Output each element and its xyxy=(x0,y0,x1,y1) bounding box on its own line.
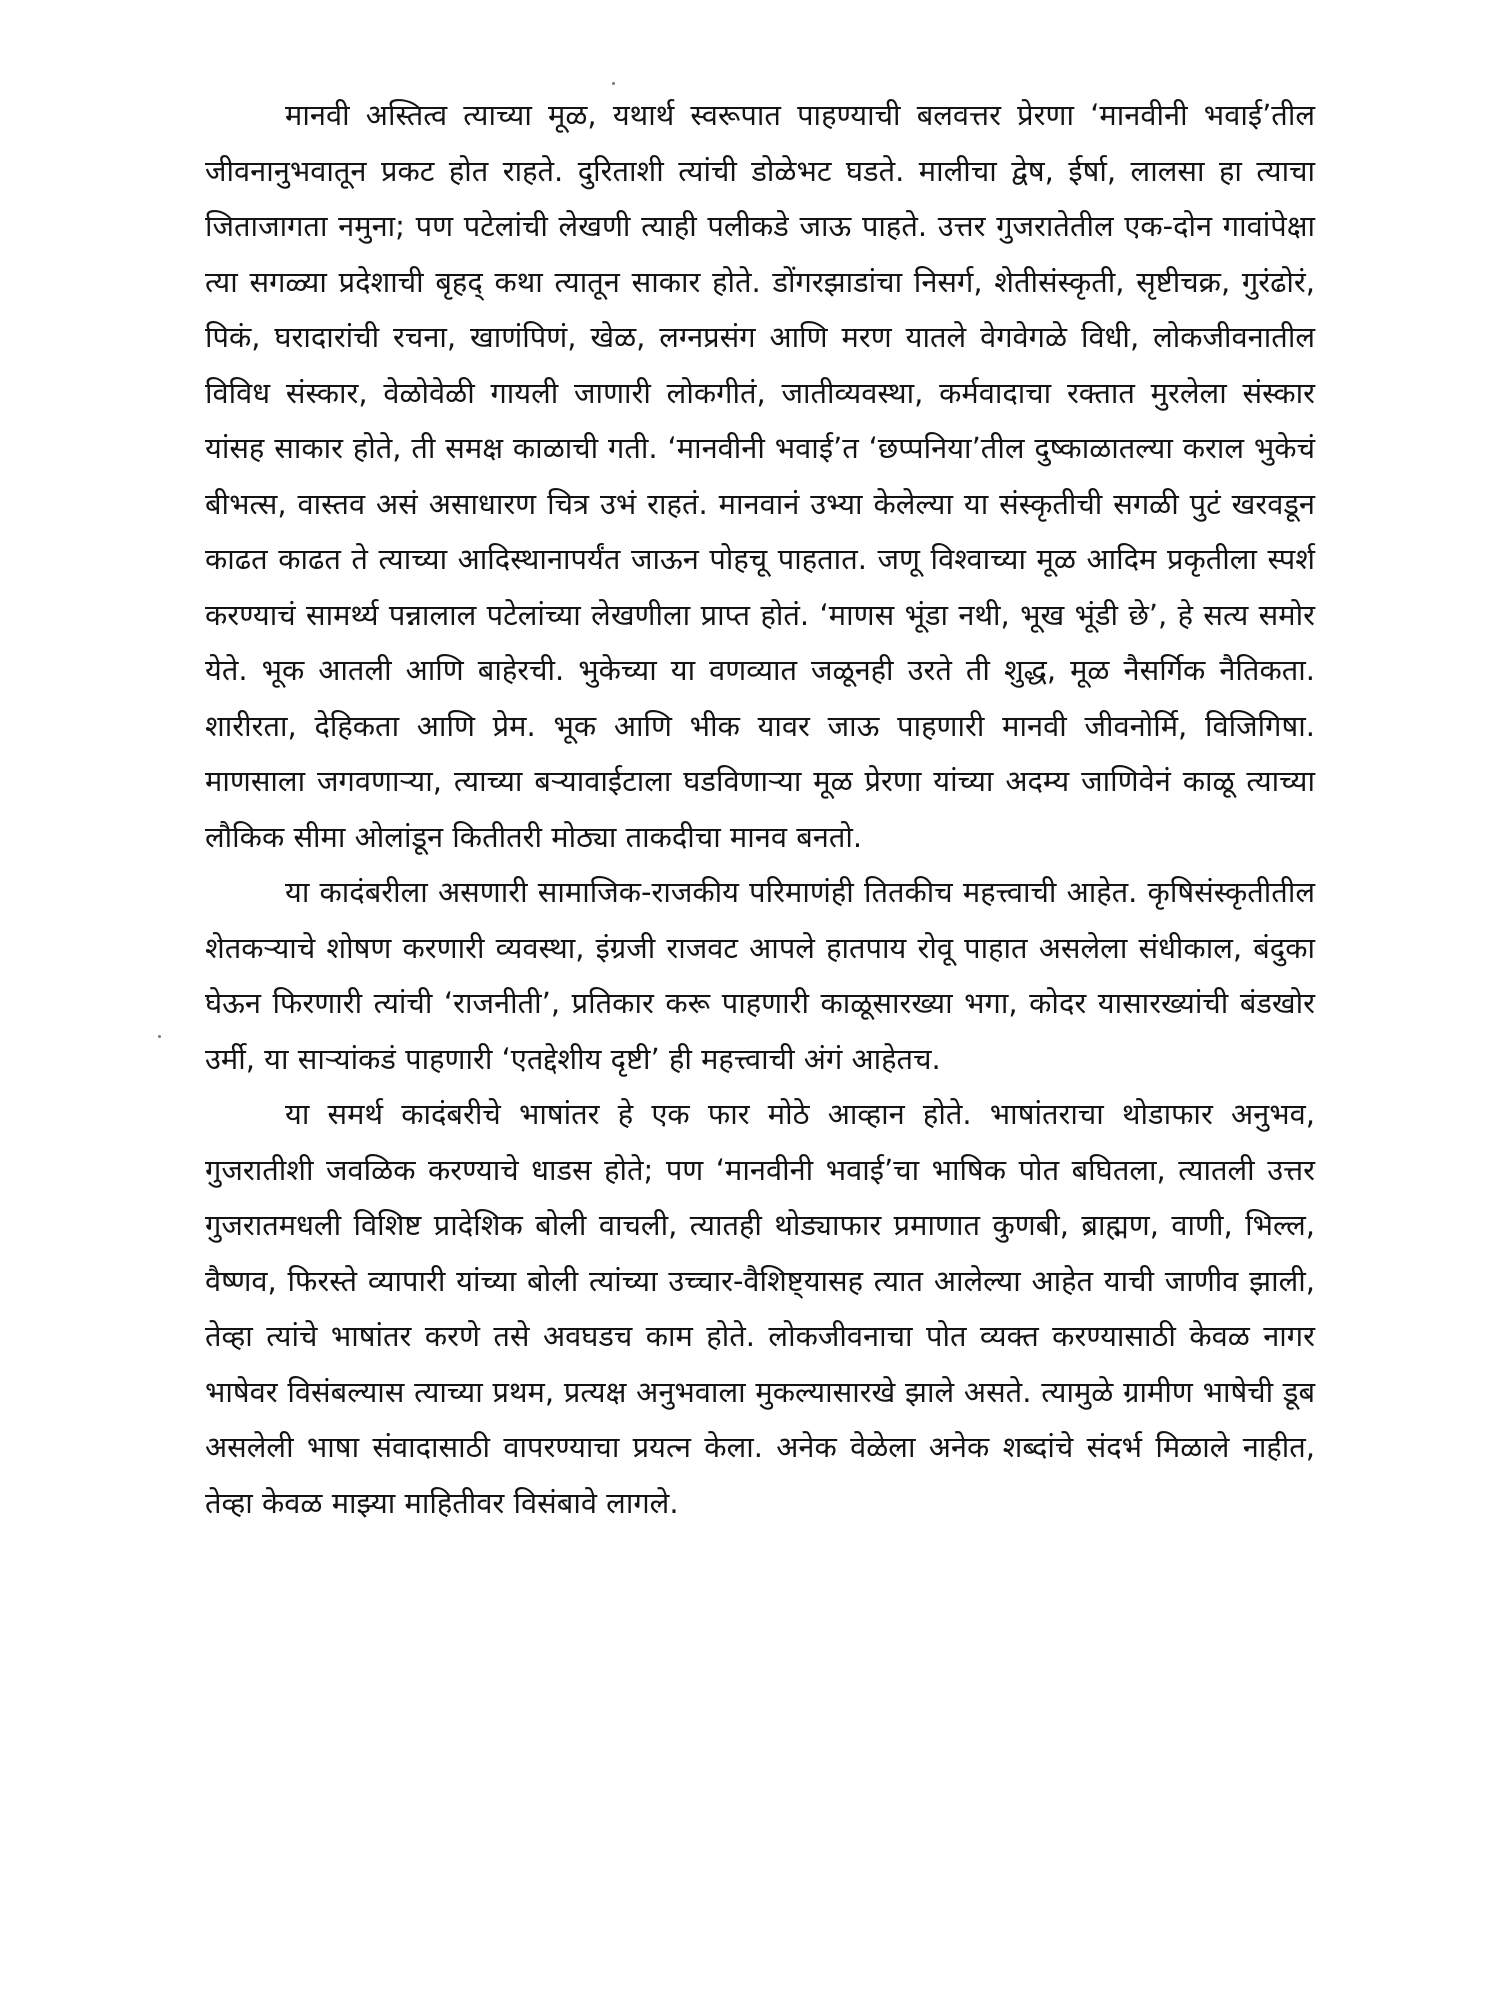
paragraph-2: या कादंबरीला असणारी सामाजिक-राजकीय परिमाणंही तितकीच महत्त्वाची आहेत. कृषिसंस्कृतीतील शेतकऱ्याचे शोषण करणारी व्यवस्था, इंग्रजी राजवट आपले हातपाय रोवू पाहात असलेला संधीकाल, बंदुका घेऊन फिरणारी त्यांची ‘राजनीती’, प्रतिकार करू पाहणारी काळूसारख्या भगा, कोदर यासारख्यांची बंडखोर उर्मी, या साऱ्यांकडं पाहणारी ‘एतद्देशीय दृष्टी’ ही महत्त्वाची अंगं आहेतच. xyxy=(205,875,1315,1076)
paragraph-3: या समर्थ कादंबरीचे भाषांतर हे एक फार मोठे आव्हान होते. भाषांतराचा थोडाफार अनुभव, गुजरातीशी जवळिक करण्याचे धाडस होते; पण ‘मानवीनी भवाई’चा भाषिक पोत बघितला, त्यातली उत्तर गुजरातमधली विशिष्ट प्रादेशिक बोली वाचली, त्यातही थोड्याफार प्रमाणात कुणबी, ब्राह्मण, वाणी, भिल्ल, वैष्णव, फिरस्ते व्यापारी यांच्या बोली त्यांच्या उच्चार-वैशिष्ट्यासह त्यात आलेल्या आहेत याची जाणीव झाली, तेव्हा त्यांचे भाषांतर करणे तसे अवघडच काम होते. लोकजीवनाचा पोत व्यक्त करण्यासाठी केवळ नागर भाषेवर विसंबल्यास त्याच्या प्रथम, प्रत्यक्ष अनुभवाला मुकल्यासारखे झाले असते. त्यामुळे ग्रामीण भाषेची डूब असलेली भाषा संवादासाठी वापरण्याचा प्रयत्न केला. अनेक वेळेला अनेक शब्दांचे संदर्भ मिळाले नाहीत, तेव्हा केवळ माझ्या माहितीवर विसंबावे लागले. xyxy=(205,1097,1315,1520)
scan-speck xyxy=(158,1035,161,1038)
paragraph-1: मानवी अस्तित्व त्याच्या मूळ, यथार्थ स्वरूपात पाहण्याची बलवत्तर प्रेरणा ‘मानवीनी भवाई’तील जीवनानुभवातून प्रकट होत राहते. दुरिताशी त्यांची डोळेभट घडते. मालीचा द्वेष, ईर्षा, लालसा हा त्याचा जिताजागता नमुना; पण पटेलांची लेखणी त्याही पलीकडे जाऊ पाहते. उत्तर गुजरातेतील एक-दोन गावांपेक्षा त्या सगळ्या प्रदेशाची बृहद् कथा त्यातून साकार होते. डोंगरझाडांचा निसर्ग, शेतीसंस्कृती, सृष्टीचक्र, गुरंढोरं, पिकं, घरादारांची रचना, खाणंपिणं, खेळ, लग्नप्रसंग आणि मरण यातले वेगवेगळे विधी, लोकजीवनातील विविध संस्कार, वेळोवेळी गायली जाणारी लोकगीतं, जातीव्यवस्था, कर्मवादाचा रक्तात मुरलेला संस्कार यांसह साकार होते, ती समक्ष काळाची गती. ‘मानवीनी भवाई’त ‘छप्पनिया’तील दुष्काळातल्या कराल भुकेचं बीभत्स, वास्तव असं असाधारण चित्र उभं राहतं. मानवानं उभ्या केलेल्या या संस्कृतीची सगळी पुटं खरवडून काढत काढत ते त्याच्या आदिस्थानापर्यंत जाऊन पोहचू पाहतात. जणू विश्वाच्या मूळ आदिम प्रकृतीला स्पर्श करण्याचं सामर्थ्य पन्नालाल पटेलांच्या लेखणीला प्राप्त होतं. ‘माणस भूंडा नथी, भूख भूंडी छे’, हे सत्य समोर येते. भूक आतली आणि बाहेरची. भुकेच्या या वणव्यात जळूनही उरते ती शुद्ध, मूळ नैसर्गिक नैतिकता. शारीरता, देहिकता आणि प्रेम. भूक आणि भीक यावर जाऊ पाहणारी मानवी जीवनोर्मि, विजिगिषा. माणसाला जगवणाऱ्या, त्याच्या बऱ्यावाईटाला घडविणाऱ्या मूळ प्रेरणा यांच्या अदम्य जाणिवेनं काळू त्याच्या लौकिक सीमा ओलांडून कितीतरी मोठ्या ताकदीचा मानव बनतो. xyxy=(205,98,1315,854)
scan-speck xyxy=(612,82,615,85)
body-text xyxy=(205,88,1315,1531)
